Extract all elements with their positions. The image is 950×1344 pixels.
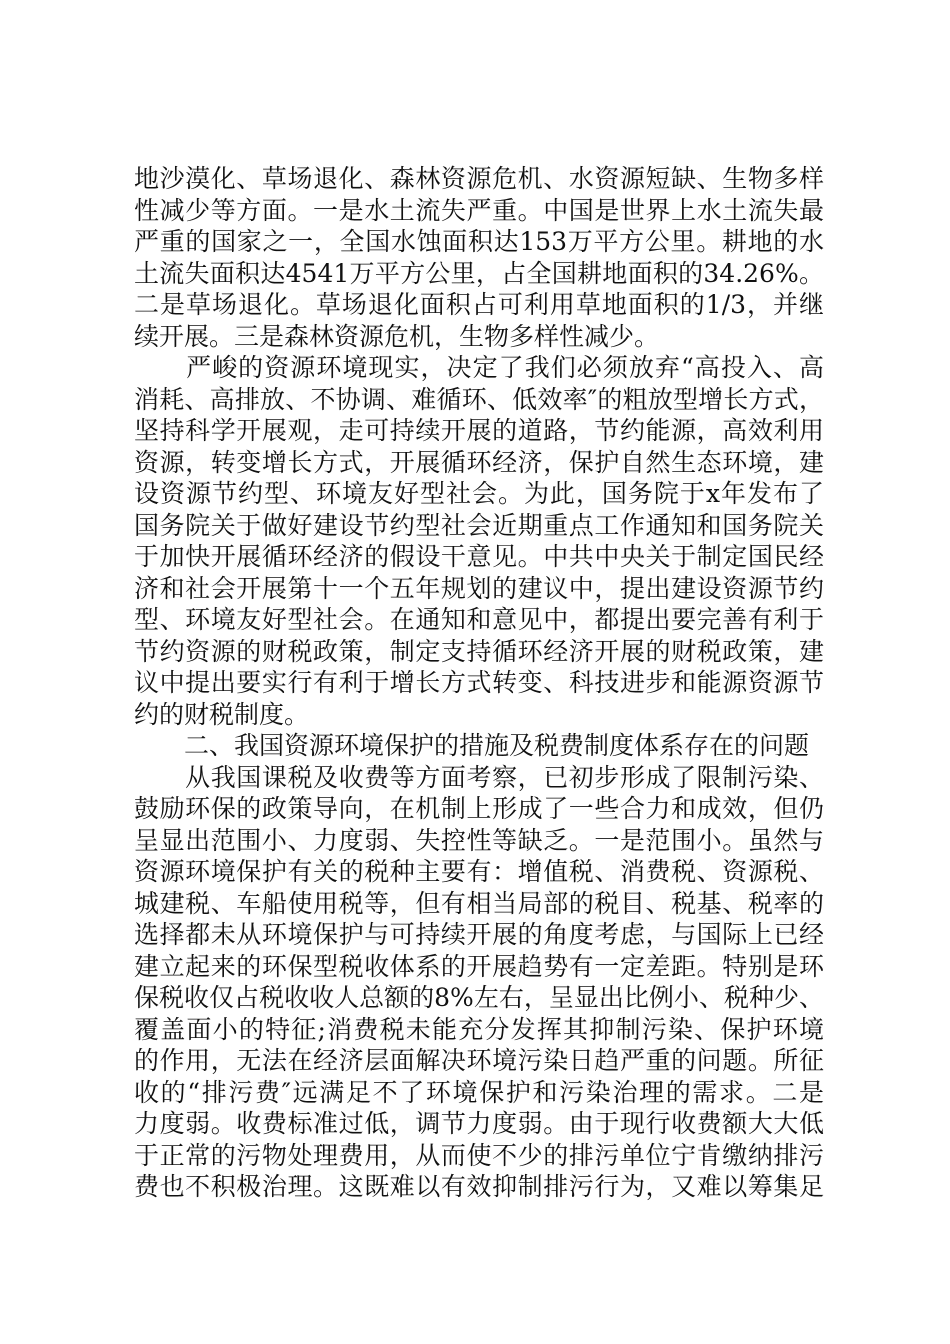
text-line: 的作用，无法在经济层面解决环境污染日趋严重的问题。所征 <box>134 1046 824 1075</box>
text-line: 型、环境友好型社会。在通知和意见中，都提出要完善有利于 <box>134 605 824 634</box>
text-line: 设资源节约型、环境友好型社会。为此，国务院于x年发布了 <box>134 479 824 508</box>
body-text <box>134 163 824 1203</box>
text-line: 于正常的污物处理费用，从而使不少的排污单位宁肯缴纳排污 <box>134 1140 824 1170</box>
text-line: 济和社会开展第十一个五年规划的建议中，提出建设资源节约 <box>134 573 824 603</box>
text-line: 性减少等方面。一是水土流失严重。中国是世界上水土流失最 <box>134 195 824 225</box>
text-line: 从我国课税及收费等方面考察，已初步形成了限制污染、 <box>134 762 824 792</box>
text-line: 覆盖面小的特征;消费税未能充分发挥其抑制污染、保护环境 <box>134 1014 824 1044</box>
text-line: 力度弱。收费标准过低，调节力度弱。由于现行收费额大大低 <box>134 1109 824 1138</box>
text-line: 资源，转变增长方式，开展循环经济，保护自然生态环境，建 <box>134 447 824 477</box>
text-line: 鼓励环保的政策导向，在机制上形成了一些合力和成效，但仍 <box>134 794 824 823</box>
text-line: 费也不积极治理。这既难以有效抑制排污行为，又难以筹集足 <box>134 1172 824 1201</box>
text-line: 续开展。三是森林资源危机，生物多样性减少。 <box>134 321 660 351</box>
text-line: 节约资源的财税政策，制定支持循环经济开展的财税政策，建 <box>134 636 824 666</box>
text-line: 消耗、高排放、不协调、难循环、低效率″的粗放型增长方式， <box>134 384 824 414</box>
text-line: 严峻的资源环境现实，决定了我们必须放弃“高投入、高 <box>134 353 824 382</box>
text-line: 城建税、车船使用税等，但有相当局部的税目、税基、税率的 <box>134 888 824 918</box>
text-line: 保税收仅占税收收人总额的8%左右，呈显出比例小、税种少、 <box>134 983 824 1012</box>
text-line: 呈显出范围小、力度弱、失控性等缺乏。一是范围小。虽然与 <box>134 825 824 855</box>
text-line: 地沙漠化、草场退化、森林资源危机、水资源短缺、生物多样 <box>134 164 824 193</box>
text-line: 于加快开展循环经济的假设干意见。中共中央关于制定国民经 <box>134 542 824 571</box>
text-line: 选择都未从环境保护与可持续开展的角度考虑，与国际上已经 <box>134 920 824 949</box>
text-line: 坚持科学开展观，走可持续开展的道路，节约能源，高效利用 <box>134 416 824 445</box>
text-line: 资源环境保护有关的税种主要有：增值税、消费税、资源税、 <box>134 857 824 886</box>
text-line: 二、我国资源环境保护的措施及税费制度体系存在的问题 <box>134 731 810 760</box>
text-line: 土流失面积达4541万平方公里，占全国耕地面积的34.26%。 <box>134 258 824 288</box>
text-line: 收的“排污费″远满足不了环境保护和污染治理的需求。二是 <box>134 1077 824 1107</box>
text-line: 约的财税制度。 <box>134 699 310 729</box>
text-line: 议中提出要实行有利于增长方式转变、科技进步和能源资源节 <box>134 668 824 697</box>
text-line: 二是草场退化。草场退化面积占可利用草地面积的1/3，并继 <box>134 290 824 319</box>
text-line: 严重的国家之一，全国水蚀面积达153万平方公里。耕地的水 <box>134 227 824 256</box>
text-line: 建立起来的环保型税收体系的开展趋势有一定差距。特别是环 <box>134 951 824 981</box>
text-line: 国务院关于做好建设节约型社会近期重点工作通知和国务院关 <box>134 510 824 540</box>
